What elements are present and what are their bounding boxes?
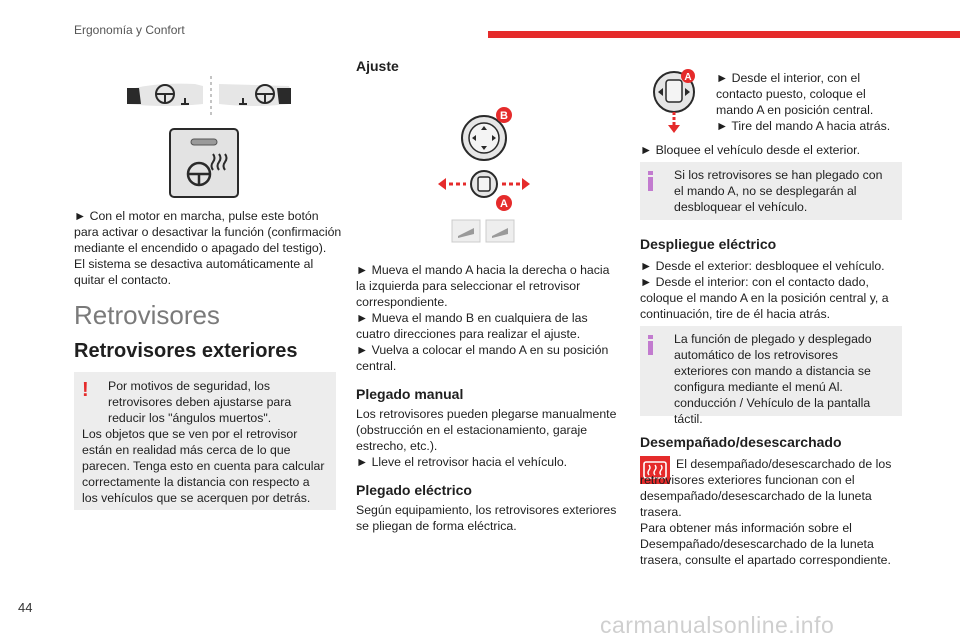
warning-box <box>74 372 336 510</box>
section-title: Retrovisores <box>74 300 220 330</box>
steering-wheel-illustration <box>125 74 295 118</box>
ajuste-step-2: ► Mueva el mando B en cualquiera de las cuatro direcciones para realizar el ajuste. <box>356 311 588 341</box>
desempanado-title: Desempañado/desescarchado <box>640 434 842 450</box>
page-number: 44 <box>18 600 33 615</box>
fold-interior-step-1: ► Desde el interior, con el contacto puesto, coloque el mando A en posición central. <box>716 71 874 117</box>
desempanado-text-2: Para obtener más información sobre el Desempañado/desescarchado de la luneta trasera, consulte el apartado correspondiente. <box>640 521 891 567</box>
plegado-electrico-text: Según equipamiento, los retrovisores exteriores se pliegan de forma eléctrica. <box>356 503 617 533</box>
despliegue-title: Despliegue eléctrico <box>640 236 777 252</box>
warning-icon: ! <box>82 379 89 401</box>
info-icon <box>648 335 653 357</box>
mirror-control-illustration <box>436 104 532 244</box>
plegado-manual-step: ► Lleve el retrovisor hacia el vehículo. <box>356 455 568 469</box>
fold-control-illustration <box>648 68 698 134</box>
info-box-2-text: La función de plegado y desplegado automático de los retrovisores exteriores con mando a distancia se configura mediante el menú Al. conducción / Vehículo de la pantalla táctil. <box>674 332 872 426</box>
despliegue-step-1: ► Desde el exterior: desbloquee el vehículo. <box>640 259 885 273</box>
fold-lock-step: ► Bloquee el vehículo desde el exterior. <box>640 143 860 157</box>
info-box-2 <box>640 326 902 426</box>
info-box-1-text: Si los retrovisores se han plegado con el mando A, no se desplegarán al desbloquear el vehículo. <box>674 168 883 214</box>
fold-interior-step-2: ► Tire del mando A hacia atrás. <box>716 119 891 133</box>
info-box-1 <box>640 162 902 220</box>
plegado-electrico-title: Plegado eléctrico <box>356 482 472 498</box>
header-title: Ergonomía y Confort <box>74 23 185 37</box>
warning-text-2: Los objetos que se ven por el retrovisor están en realidad más cerca de lo que parecen. Tenga esto en cuenta para calcular correctamente la distancia con respecto a los vehículos que se acerquen por detrás. <box>82 427 325 505</box>
label-a: A <box>500 198 508 210</box>
desempanado-text: El desempañado/desescarchado de los retrovisores exteriores funcionan con el desempañado/desescarchado de la luneta trasera. <box>640 457 892 519</box>
header-accent-bar <box>488 31 960 38</box>
heated-steering-note: El sistema se desactiva automáticamente al quitar el contacto. <box>74 257 314 287</box>
watermark: carmanualsonline.info <box>600 612 835 638</box>
info-icon <box>648 171 653 193</box>
subsection-title: Retrovisores exteriores <box>74 340 298 362</box>
ajuste-title: Ajuste <box>356 58 399 74</box>
heated-steering-instruction: ► Con el motor en marcha, pulse este botón para activar o desactivar la función (confirmación mediante el encendido o apagado del testigo). <box>74 209 342 255</box>
warning-text-1: Por motivos de seguridad, los retrovisores deben ajustarse para reducir los "ángulos muertos". <box>108 379 292 425</box>
despliegue-step-2: ► Desde el interior: con el contacto dado, coloque el mando A en la posición central y, a continuación, tire de él hacia atrás. <box>640 275 889 321</box>
plegado-manual-text: Los retrovisores pueden plegarse manualmente (obstrucción en el estacionamiento, garaje estrecho, etc.). <box>356 407 617 453</box>
label-b: B <box>500 110 508 122</box>
plegado-manual-title: Plegado manual <box>356 386 464 402</box>
heated-steering-button-icon <box>169 128 239 198</box>
ajuste-step-1: ► Mueva el mando A hacia la derecha o hacia la izquierda para seleccionar el retrovisor correspondiente. <box>356 263 610 309</box>
label-a-fold: A <box>684 72 692 83</box>
ajuste-step-3: ► Vuelva a colocar el mando A en su posición central. <box>356 343 609 373</box>
